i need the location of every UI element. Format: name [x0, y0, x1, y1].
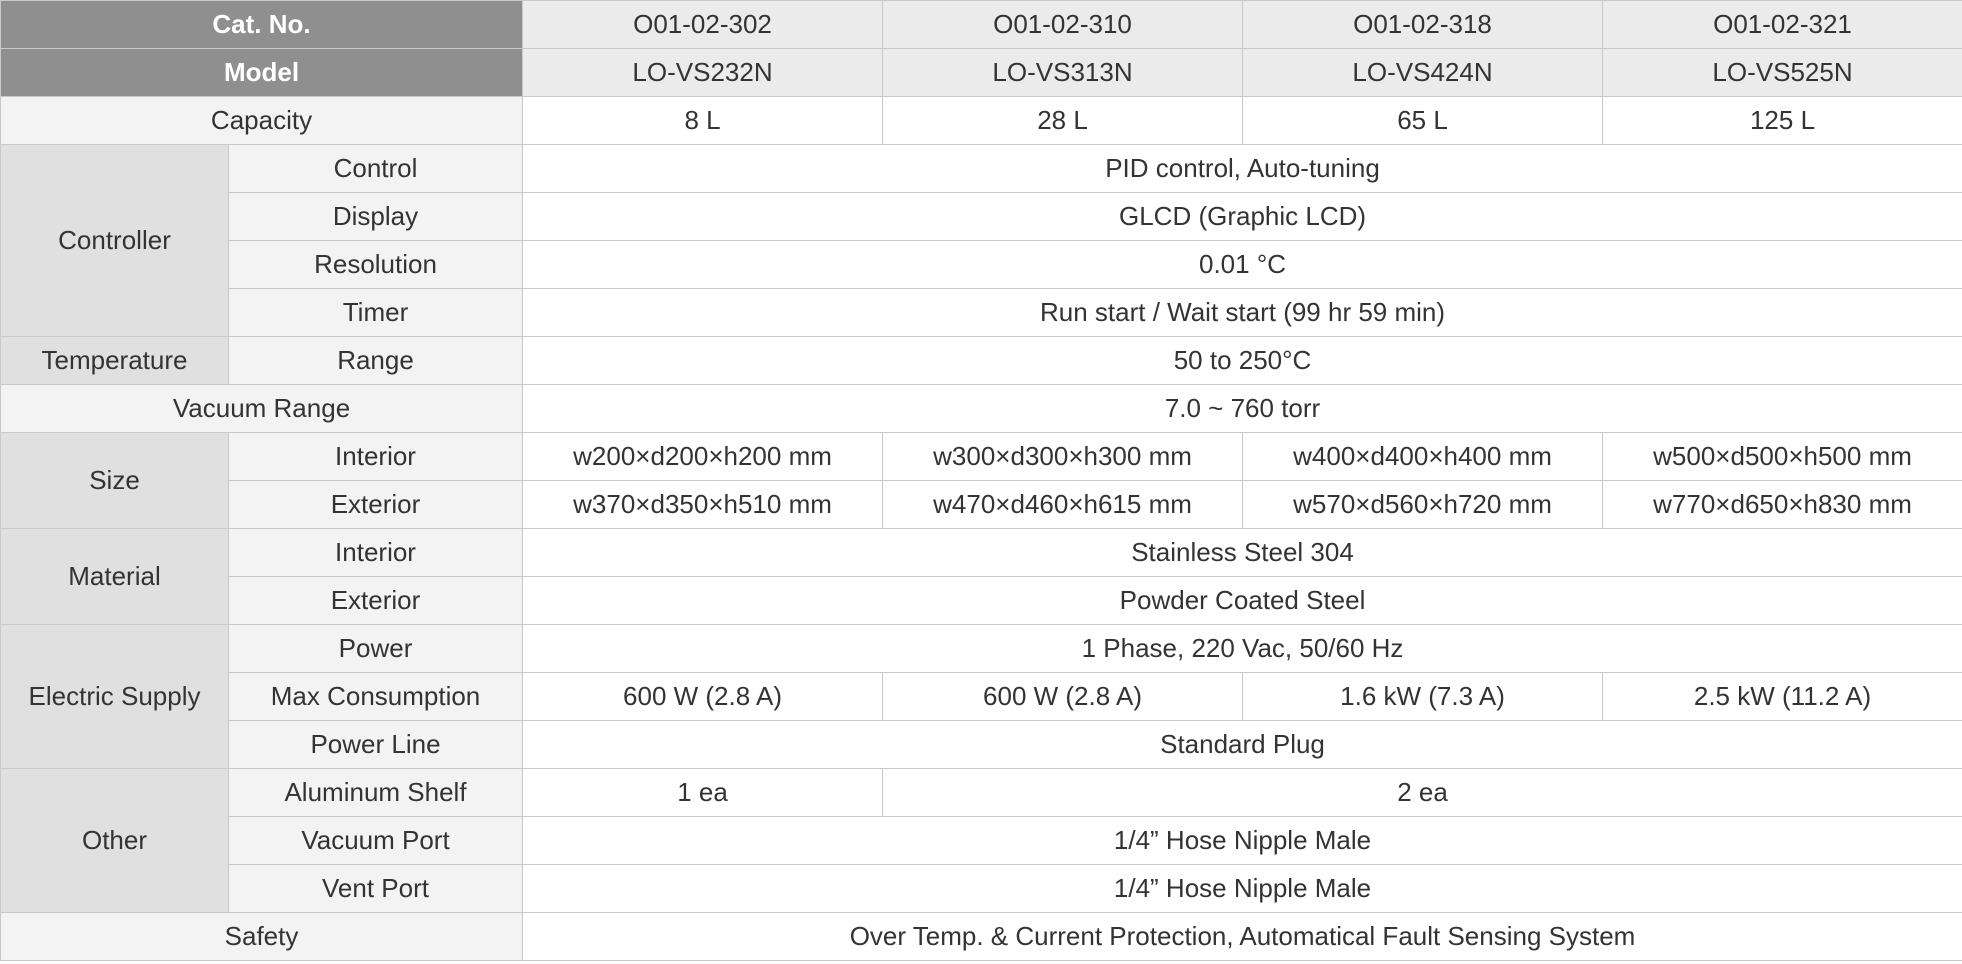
material-group-label: Material	[1, 529, 229, 625]
model-cell: LO-VS232N	[523, 49, 883, 97]
controller-timer-row	[1, 289, 1962, 337]
controller-control-row	[1, 145, 1962, 193]
size-exterior-row	[1, 481, 1962, 529]
temperature-group-label: Temperature	[1, 337, 229, 385]
timer-label: Timer	[229, 289, 523, 337]
material-interior-label: Interior	[229, 529, 523, 577]
vent-port-row	[1, 865, 1962, 913]
material-interior-row	[1, 529, 1962, 577]
controller-group-label: Controller	[1, 145, 229, 337]
size-interior-cell: w400×d400×h400 mm	[1243, 433, 1603, 481]
power-line-row	[1, 721, 1962, 769]
size-exterior-cell: w570×d560×h720 mm	[1243, 481, 1603, 529]
temperature-range-label: Range	[229, 337, 523, 385]
temperature-range-value: 50 to 250°C	[523, 337, 1962, 385]
size-interior-cell: w300×d300×h300 mm	[883, 433, 1243, 481]
aluminum-shelf-row	[1, 769, 1962, 817]
vacuum-port-value: 1/4” Hose Nipple Male	[523, 817, 1962, 865]
power-value: 1 Phase, 220 Vac, 50/60 Hz	[523, 625, 1962, 673]
model-label: Model	[1, 49, 523, 97]
cat-no-label: Cat. No.	[1, 1, 523, 49]
cat-no-cell: O01-02-302	[523, 1, 883, 49]
vacuum-range-value: 7.0 ~ 760 torr	[523, 385, 1962, 433]
vent-port-value: 1/4” Hose Nipple Male	[523, 865, 1962, 913]
material-exterior-row	[1, 577, 1962, 625]
max-consumption-cell: 2.5 kW (11.2 A)	[1603, 673, 1962, 721]
safety-label: Safety	[1, 913, 523, 961]
power-line-value: Standard Plug	[523, 721, 1962, 769]
size-interior-label: Interior	[229, 433, 523, 481]
controller-display-row	[1, 193, 1962, 241]
size-interior-cell: w200×d200×h200 mm	[523, 433, 883, 481]
max-consumption-cell: 600 W (2.8 A)	[883, 673, 1243, 721]
size-exterior-cell: w770×d650×h830 mm	[1603, 481, 1962, 529]
aluminum-shelf-cell: 2 ea	[883, 769, 1962, 817]
controller-resolution-row	[1, 241, 1962, 289]
vacuum-port-row	[1, 817, 1962, 865]
max-consumption-cell: 600 W (2.8 A)	[523, 673, 883, 721]
model-row	[1, 49, 1962, 97]
model-cell: LO-VS525N	[1603, 49, 1962, 97]
vacuum-range-label: Vacuum Range	[1, 385, 523, 433]
size-exterior-cell: w470×d460×h615 mm	[883, 481, 1243, 529]
cat-no-cell: O01-02-310	[883, 1, 1243, 49]
material-interior-value: Stainless Steel 304	[523, 529, 1962, 577]
safety-row	[1, 913, 1962, 961]
other-group-label: Other	[1, 769, 229, 913]
size-group-label: Size	[1, 433, 229, 529]
size-interior-row	[1, 433, 1962, 481]
model-cell: LO-VS424N	[1243, 49, 1603, 97]
material-exterior-label: Exterior	[229, 577, 523, 625]
material-exterior-value: Powder Coated Steel	[523, 577, 1962, 625]
control-value: PID control, Auto-tuning	[523, 145, 1962, 193]
power-label: Power	[229, 625, 523, 673]
capacity-cell: 125 L	[1603, 97, 1962, 145]
control-label: Control	[229, 145, 523, 193]
electric-power-row	[1, 625, 1962, 673]
cat-no-cell: O01-02-318	[1243, 1, 1603, 49]
capacity-cell: 65 L	[1243, 97, 1603, 145]
capacity-cell: 28 L	[883, 97, 1243, 145]
safety-value: Over Temp. & Current Protection, Automatical Fault Sensing System	[523, 913, 1962, 961]
vacuum-range-row	[1, 385, 1962, 433]
model-cell: LO-VS313N	[883, 49, 1243, 97]
vent-port-label: Vent Port	[229, 865, 523, 913]
max-consumption-cell: 1.6 kW (7.3 A)	[1243, 673, 1603, 721]
size-interior-cell: w500×d500×h500 mm	[1603, 433, 1962, 481]
temperature-row	[1, 337, 1962, 385]
capacity-row	[1, 97, 1962, 145]
display-label: Display	[229, 193, 523, 241]
timer-value: Run start / Wait start (99 hr 59 min)	[523, 289, 1962, 337]
cat-no-cell: O01-02-321	[1603, 1, 1962, 49]
resolution-value: 0.01 °C	[523, 241, 1962, 289]
size-exterior-cell: w370×d350×h510 mm	[523, 481, 883, 529]
max-consumption-row	[1, 673, 1962, 721]
capacity-cell: 8 L	[523, 97, 883, 145]
electric-group-label: Electric Supply	[1, 625, 229, 769]
resolution-label: Resolution	[229, 241, 523, 289]
vacuum-port-label: Vacuum Port	[229, 817, 523, 865]
size-exterior-label: Exterior	[229, 481, 523, 529]
aluminum-shelf-cell: 1 ea	[523, 769, 883, 817]
cat-no-row	[1, 1, 1962, 49]
display-value: GLCD (Graphic LCD)	[523, 193, 1962, 241]
aluminum-shelf-label: Aluminum Shelf	[229, 769, 523, 817]
capacity-label: Capacity	[1, 97, 523, 145]
max-consumption-label: Max Consumption	[229, 673, 523, 721]
power-line-label: Power Line	[229, 721, 523, 769]
